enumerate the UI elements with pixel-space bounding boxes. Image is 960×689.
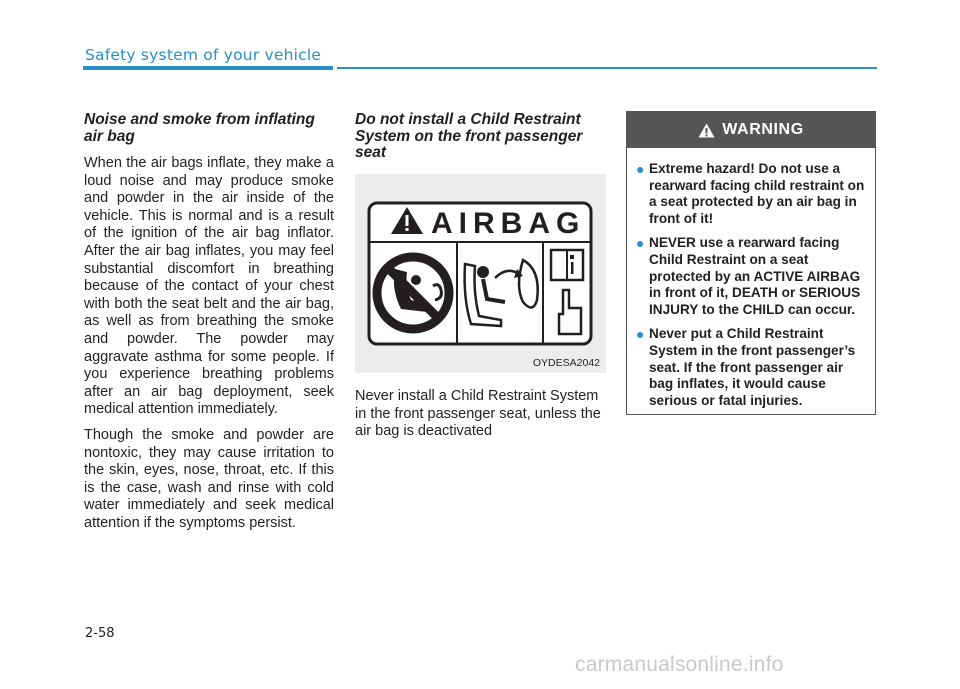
warning-title: WARNING xyxy=(722,121,804,138)
paragraph: When the air bags inflate, they make a loud noise and may produce smoke and powder in the air inside of the vehicle. This is normal and is a result of the ignition of the air bag inflator. After the air bag inflates, you may feel substantial discomfort in breathing because of the contact of your chest with both the seat belt and the air bag, as well as from breathing the smoke and powder. The powder may aggravate asthma for some people. If you experience breathing problems after an air bag deployment, seek medical attention immediately. xyxy=(84,155,334,418)
paragraph: Though the smoke and powder are nontoxic, they may cause irritation to the skin, eyes, nose, throat, etc. If this is the case, wash and rinse with cold water immediately and seek medical attention if the symptoms persist. xyxy=(84,426,334,531)
warning-item: ● NEVER use a rearward facing Child Restraint on a seat protected by an ACTIVE AIRBAG in front of it, DEATH or SERIOUS INJURY to the CHILD can occur. xyxy=(636,235,861,317)
column-2 xyxy=(355,112,605,172)
page-number: 2-58 xyxy=(85,626,115,641)
warning-item: ● Extreme hazard! Do not use a rearward facing child restraint on a seat protected by an air bag in front of it! xyxy=(636,161,865,226)
bullet-icon: ● xyxy=(636,326,645,343)
airbag-label-illustration xyxy=(355,174,606,373)
header-rule-thick xyxy=(83,66,333,70)
airbag-label-text: AIRBAG xyxy=(431,207,586,240)
warning-triangle-icon xyxy=(698,123,715,138)
bullet-icon: ● xyxy=(636,161,645,177)
warning-box xyxy=(626,111,876,415)
column-1 xyxy=(84,112,334,540)
warning-header xyxy=(627,112,875,148)
header-rule-thin xyxy=(337,67,877,69)
heading-noise-smoke: Noise and smoke from inflating air bag xyxy=(84,111,315,145)
bullet-icon: ● xyxy=(636,235,645,252)
section-title: Safety system of your vehicle xyxy=(85,46,322,64)
warning-item: ● Never put a Child Restraint System in the front passenger’s seat. If the front passenger air bag inflates, it would cause serious or fatal injuries. xyxy=(636,326,856,408)
watermark[interactable]: carmanualsonline.info xyxy=(575,653,784,676)
heading-child-restraint: Do not install a Child Restraint System on the front passenger seat xyxy=(355,111,583,161)
warning-list xyxy=(627,148,875,409)
figure-code: OYDESA2042 xyxy=(532,357,600,369)
child-restraint-body: Never install a Child Restraint System in the front passenger seat, unless the air bag is deactivated xyxy=(355,388,601,440)
airbag-warning-label-figure xyxy=(355,174,606,373)
